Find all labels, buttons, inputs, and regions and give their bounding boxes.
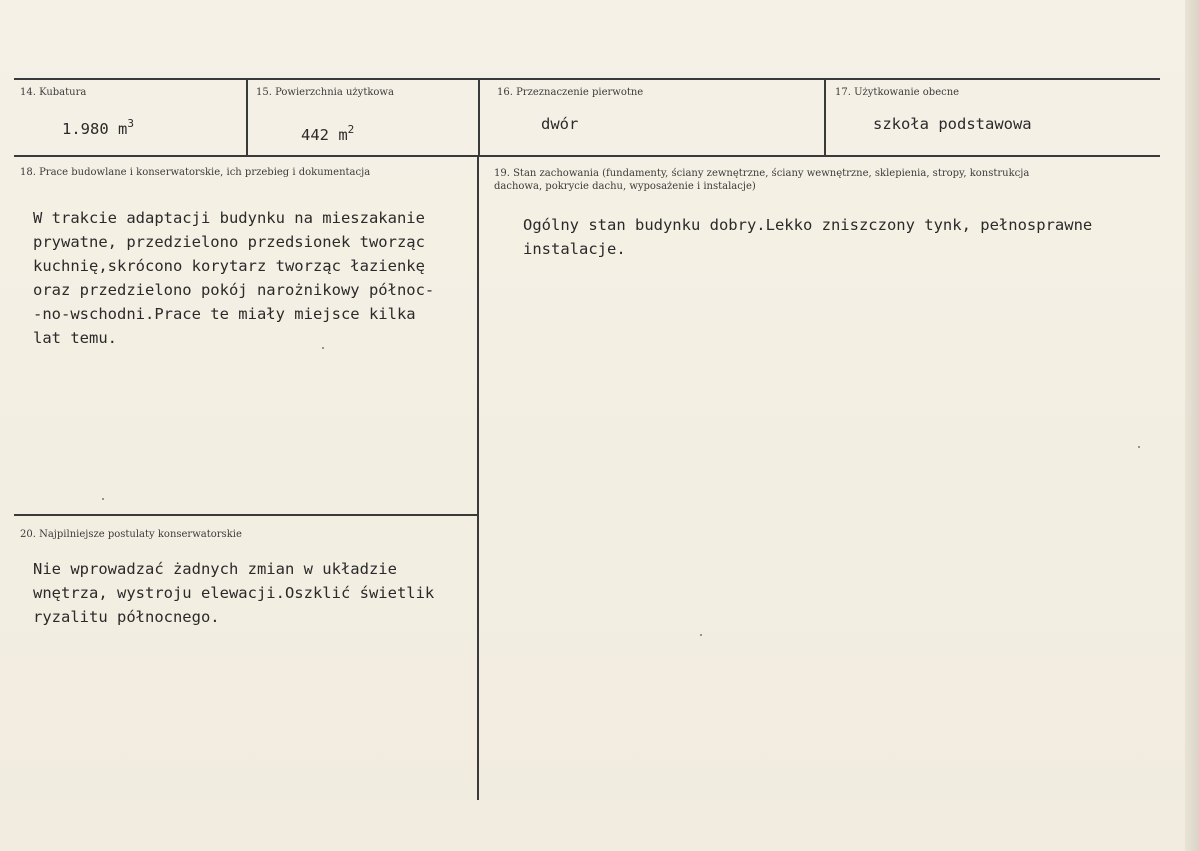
dust-speck [102,498,104,500]
kubatura-number: 1.980 m [62,120,128,138]
prace-label: 18. Prace budowlane i konserwatorskie, ich przebieg i dokumentacja [20,167,371,178]
divider-14-15 [246,79,248,156]
row-rule-2 [14,514,478,516]
uzytkowanie-label: 17. Użytkowanie obecne [835,87,960,98]
dust-speck [1138,446,1140,448]
card-edge [1185,0,1199,851]
uzytkowanie-value: szkoła podstawowa [873,115,1032,133]
kubatura-label: 14. Kubatura [20,87,87,98]
postulaty-label: 20. Najpilniejsze postulaty konserwatorskie [20,529,242,540]
powierzchnia-number: 442 m [301,126,348,144]
top-rule [14,78,1160,80]
stan-text: Ogólny stan budynku dobry.Lekko zniszczony tynk, pełnosprawne instalacje. [523,216,1093,258]
kubatura-value [62,112,134,141]
kubatura-exponent: 3 [127,117,134,130]
prace-text: W trakcie adaptacji budynku na mieszakanie prywatne, przedzielono przedsionek tworząc kuchnię,skrócono korytarz tworząc łazienkę oraz przedzielono pokój narożnikowy północ- -no-wschodni.Prace te miały miejsce kilka lat temu. [33,209,435,347]
row-rule-1 [14,155,1160,157]
postulaty-text: Nie wprowadzać żadnych zmian w układzie wnętrza, wystroju elewacji.Oszklić świetlik ryzalitu północnego. [33,560,435,626]
dust-speck [322,347,324,349]
divider-15-16 [478,79,480,156]
powierzchnia-exponent: 2 [347,123,355,136]
przeznaczenie-label: 16. Przeznaczenie pierwotne [497,87,644,98]
powierzchnia-label: 15. Powierzchnia użytkowa [256,87,394,98]
dust-speck [700,634,702,636]
przeznaczenie-value: dwór [541,115,579,133]
divider-16-17 [824,79,826,156]
powierzchnia-value [301,118,354,147]
stan-label: 19. Stan zachowania (fundamenty, ściany zewnętrzne, ściany wewnętrzne, sklepienia, stropy, konstrukcja dachowa, pokrycie dachu, wyposażenie i instalacje) [494,168,1030,192]
